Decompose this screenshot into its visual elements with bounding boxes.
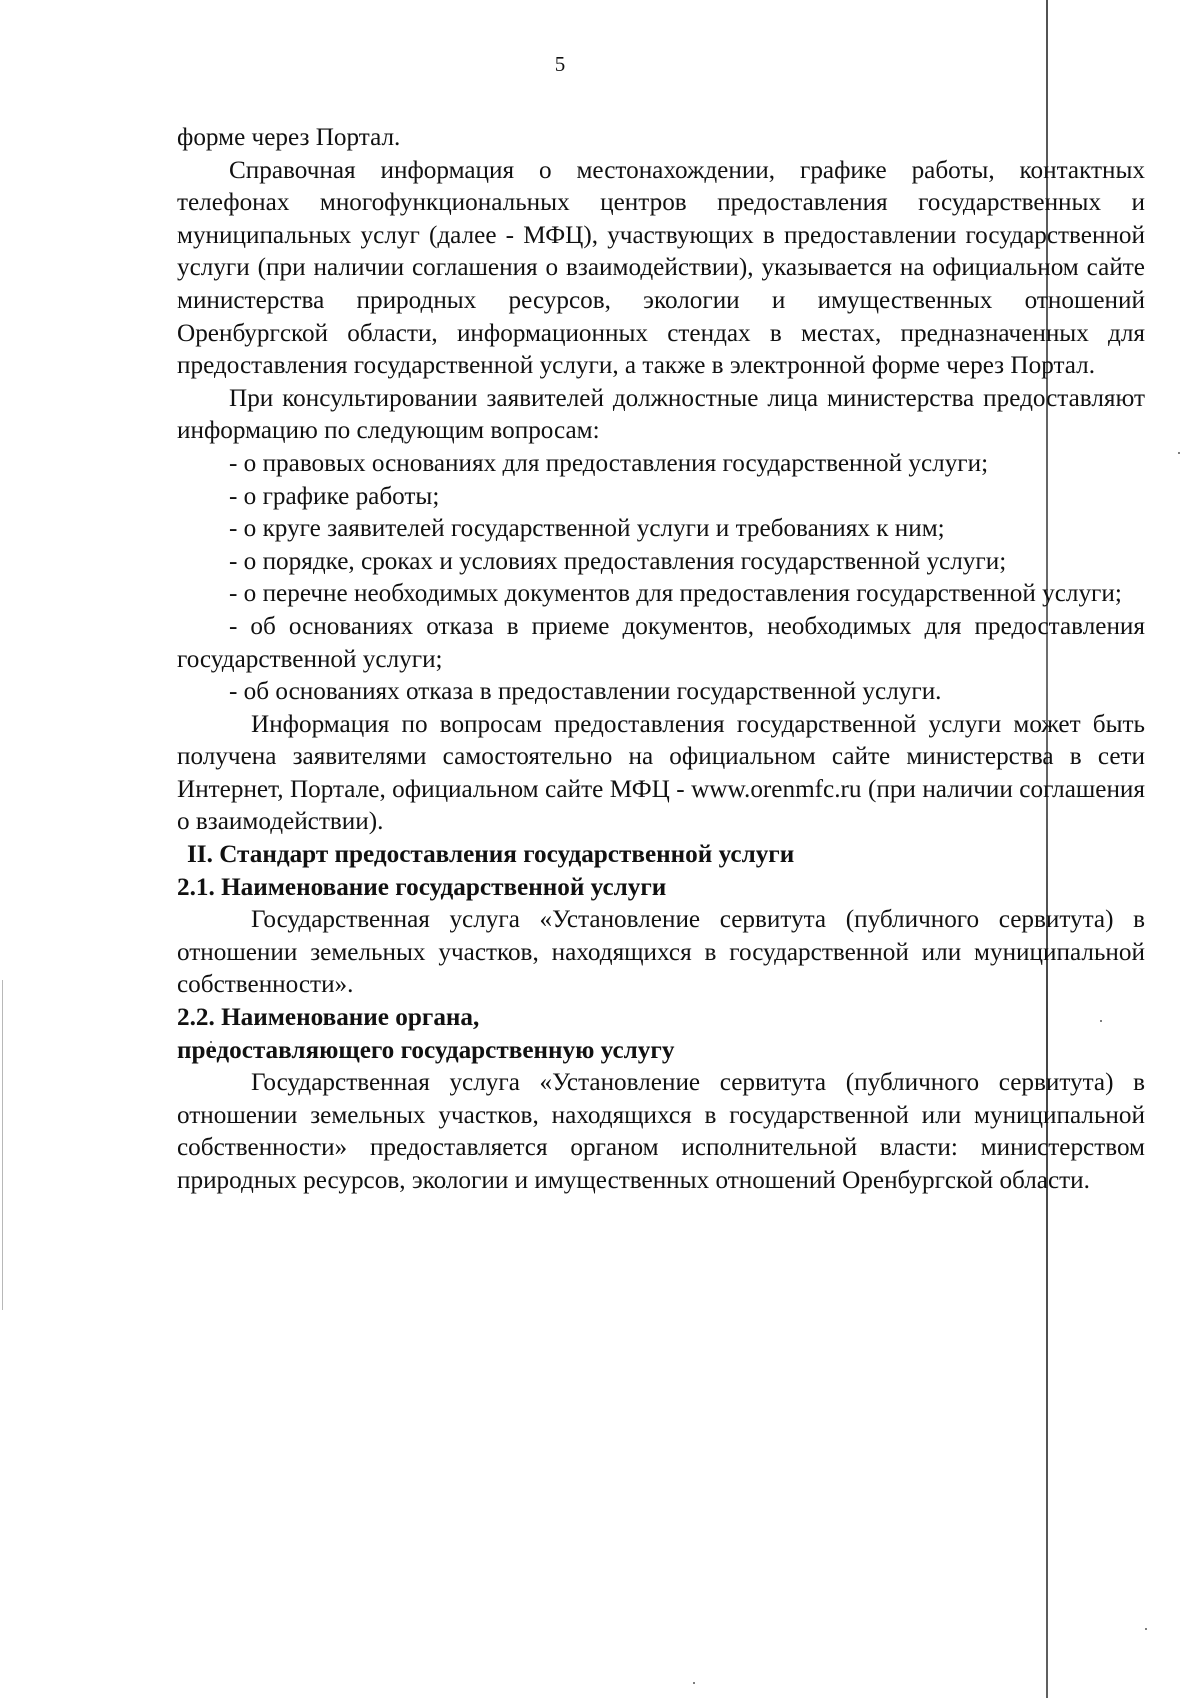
service-name-paragraph: Государственная услуга «Установление сервитута (публичного сервитута) в отношении земельных участков, находящихся в государственной или муниципальной собственности». [177,906,1145,999]
list-item: - об основаниях отказа в предоставлении государственной услуги. [229,678,942,706]
list-item: - об основаниях отказа в приеме документов, необходимых для предоставления государственной услуги; [177,612,1145,673]
reference-info-paragraph: Справочная информация о местонахождении, графике работы, контактных телефонах многофункциональных центров предоставления государственных и муниципальных услуг (далее - МФЦ), участвующих в предоставлении государственной услуги (при наличии соглашения о взаимодействии), указывается на официальном сайте министерства природных ресурсов, экологии и имущественных отношений Оренбургской области, информационных стендах в местах, предназначенных для предоставления государственной услуги, а также в электронной форме через Портал. [177,156,1145,380]
authority-paragraph: Государственная услуга «Установление сервитута (публичного сервитута) в отношении земельных участков, находящихся в государственной или муниципальной собственности» предоставляется органом исполнительной власти: министерством природных ресурсов, экологии и имущественных отношений Оренбургской области. [177,1069,1145,1194]
list-item: - о порядке, сроках и условиях предоставления государственной услуги; [229,547,1007,575]
consultation-paragraph: При консультировании заявителей должностные лица министерства предоставляют информацию по следующим вопросам: [177,384,1145,445]
subsection-heading-2-2-line1: 2.2. Наименование органа, [177,1004,480,1032]
section-heading: II. Стандарт предоставления государственной услуги [187,841,795,869]
scan-speck [693,1682,695,1684]
continuation-line: форме через Портал. [177,124,401,151]
scan-speck [1178,452,1180,454]
page-number: 5 [554,52,566,76]
info-paragraph: Информация по вопросам предоставления государственной услуги может быть получена заявителями самостоятельно на официальном сайте министерства в сети Интернет, Портале, официальном сайте МФЦ - www.orenmfc.ru (при наличии соглашения о взаимодействии). [177,710,1145,836]
list-item: - о перечне необходимых документов для предоставления государственной услуги; [229,580,1122,608]
subsection-heading-2-2-line2: предоставляющего государственную услугу [177,1036,675,1064]
list-item: - о правовых основаниях для предоставления государственной услуги; [229,449,989,477]
document-body [177,122,1145,1198]
scan-speck [1145,1628,1147,1630]
list-item: - о круге заявителей государственной услуги и требованиях к ним; [229,515,945,543]
list-item: - о графике работы; [229,482,440,510]
subsection-heading-2-1: 2.1. Наименование государственной услуги [177,873,667,901]
scan-edge-line [2,980,3,1310]
